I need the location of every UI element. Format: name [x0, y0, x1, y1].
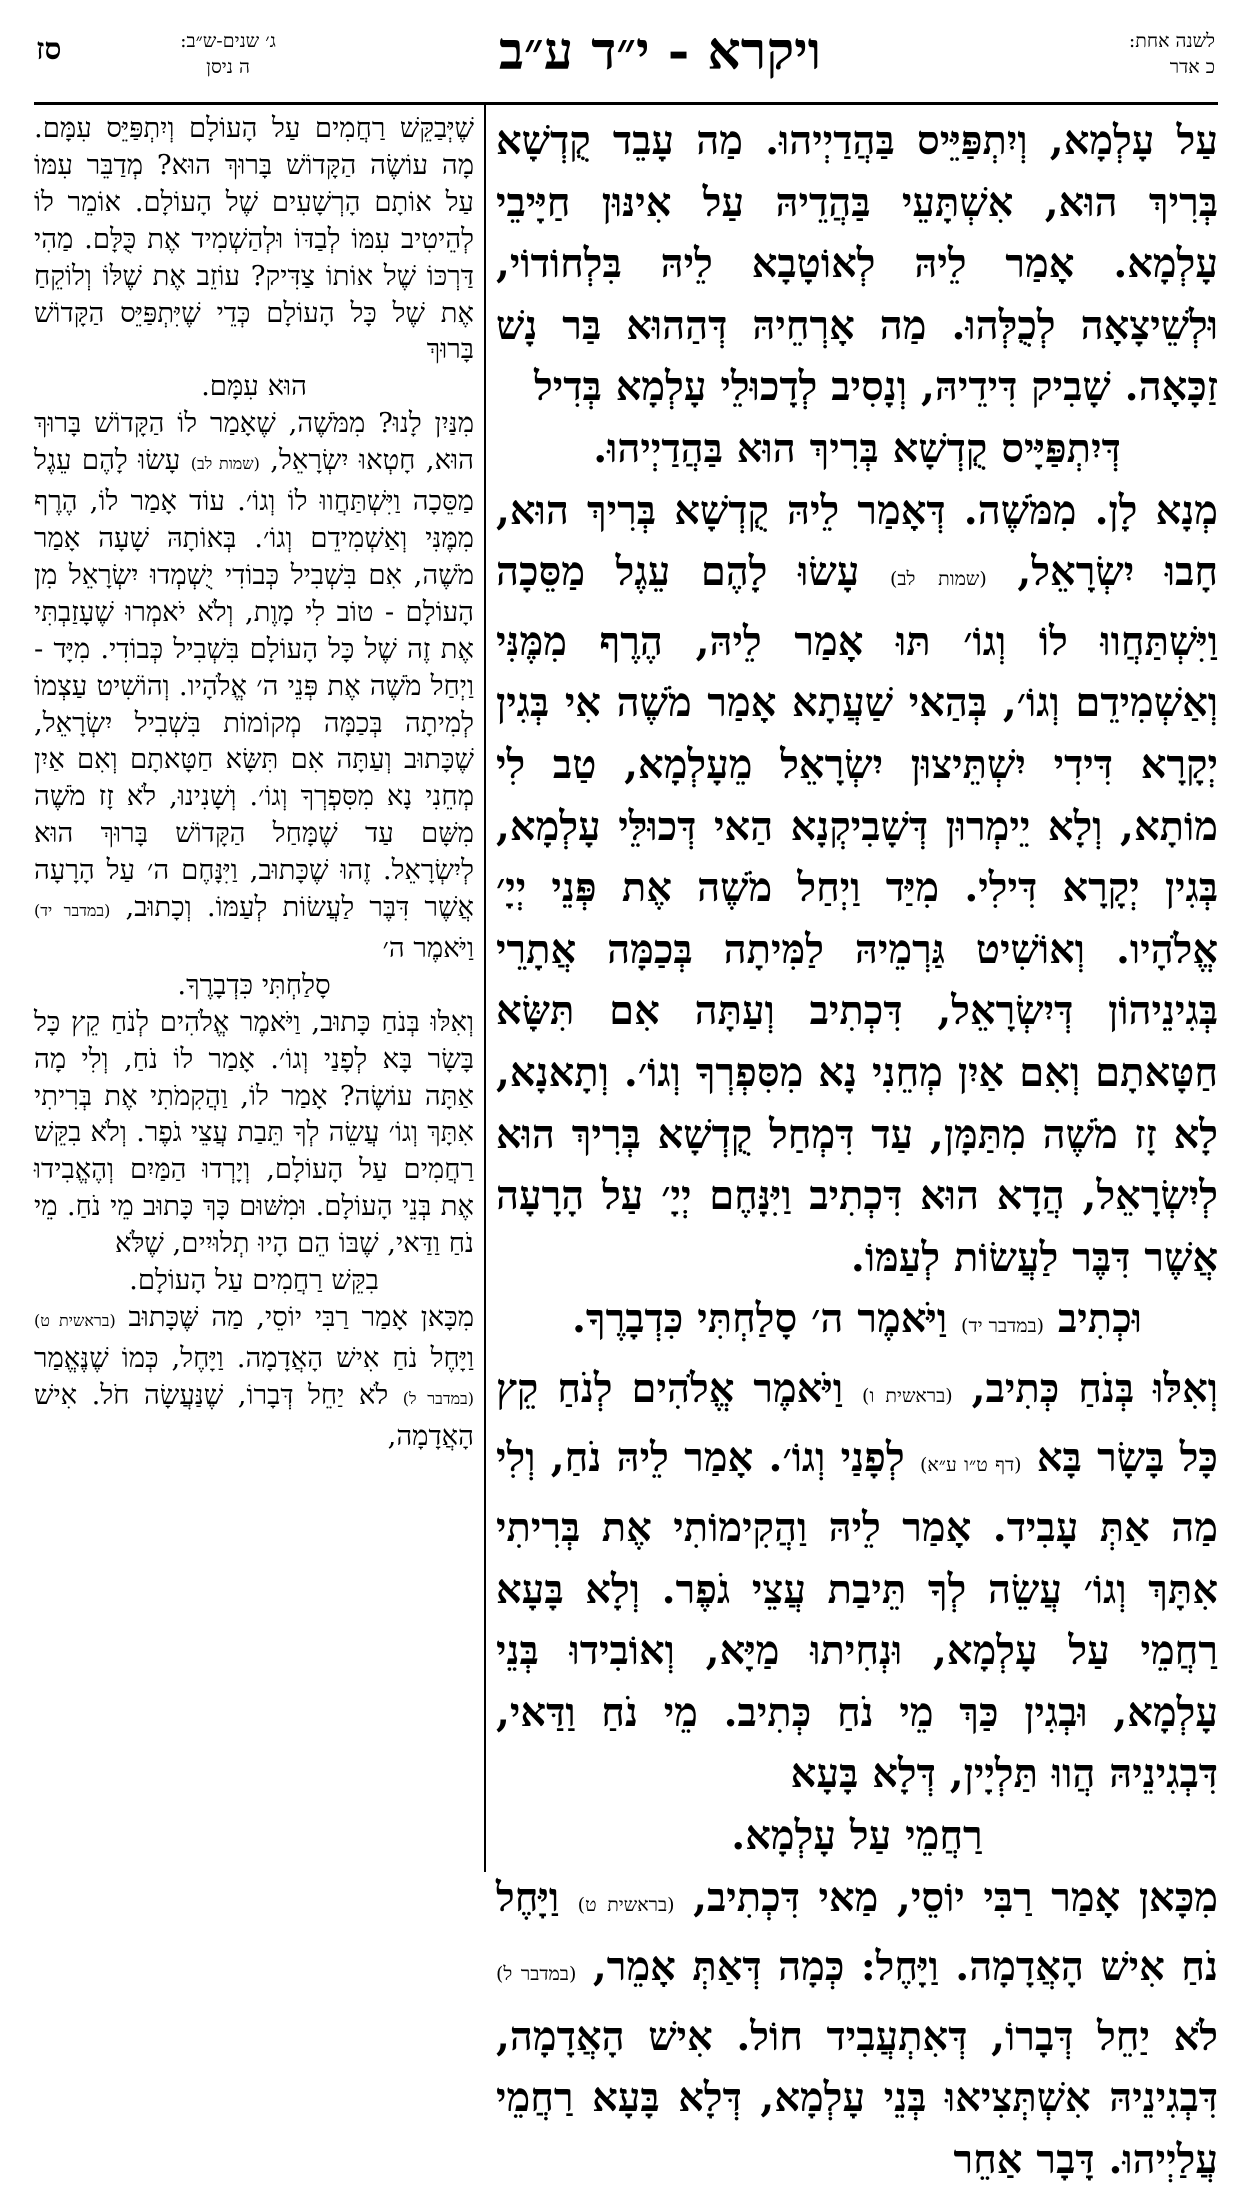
main-p5-text-b: וַיָּחֶל נֹחַ אִישׁ הָאֲדָמָה. וַיָּחֶל: כְּמָה דְּאַתְּ אָמֵר, — [496, 1873, 1218, 1991]
header-left-date — [118, 28, 338, 80]
commentary-c2-text-c: וַיֹּאמֶר ה׳ — [382, 931, 474, 964]
commentary-paragraph-2-end: סָלַחְתִּי כִּדְבָרֶךָ. — [177, 968, 331, 1001]
page-title: ויקרא - י״ד ע״ב — [498, 21, 822, 82]
commentary-c2-ref-1: (שמות לב) — [190, 454, 260, 474]
main-p2-ref-1: (שמות לב) — [889, 568, 987, 591]
commentary-c4-text-a: מִכָּאן אָמַר רַבִּי יוֹסֵי, מַה שֶּׁכָּתוּב — [128, 1301, 474, 1333]
main-p4-text-b: וַיֹּאמֶר אֱלֹהִים לְנֹחַ קֵץ כָּל בָּשָׂר בָּא — [496, 1364, 1218, 1482]
header-left-line2: ה ניסן — [206, 56, 250, 78]
main-p3-ref: (במדבר יד) — [961, 1315, 1045, 1338]
commentary-paragraph-1 — [34, 110, 474, 368]
commentary-c4-ref-2: (במדבר ל) — [402, 1388, 475, 1408]
main-paragraph-1 — [496, 110, 1218, 418]
header-left-line1: ג׳ שנים-ש״ב: — [180, 30, 276, 52]
main-p4-text-a: וְאִלּוּ בְּנֹחַ כְּתִיב, — [971, 1364, 1219, 1412]
header-right-line2: כ אדר — [1169, 56, 1215, 78]
commentary-c3-text: וְאִלּוּ בְּנֹחַ כָּתוּב, וַיֹּאמֶר אֱלֹהִים לְנֹחַ קֵץ כָּל בָּשָׂר בָּא לְפָנַי וְגוֹ׳. אָמַר לוֹ נֹחַ, וְלִי מָה אַתָּה עוֹשֶׂה? אָמַר לוֹ, וַהֲקִמֹתִי אֶת בְּרִיתִי אִתָּךְ וְגוֹ׳ עֲשֵׂה לְךָ תֵּבַת עֲצֵי גֹפֶר. וְלֹא בִקֵּשׁ רַחֲמִים עַל הָעוֹלָם, וְיָרְדוּ הַמַּיִם וְהֶאֱבִידוּ אֶת בְּנֵי הָעוֹלָם. וּמִשּׁוּם כָּךְ כָּתוּב מֵי נֹחַ. מֵי נֹחַ וַדַּאי, שֶׁבּוֹ הֵם הָיוּ תְלוּיִים, שֶׁלֹּא — [34, 1005, 474, 1260]
main-p4-ref-2: (דף ט״ו ע״א) — [919, 1454, 1022, 1477]
main-paragraph-3 — [496, 1288, 1218, 1358]
main-paragraph-5 — [496, 1867, 1218, 2191]
commentary-column — [34, 110, 474, 1870]
commentary-c4-text-c: לֹא יַחֵל דְּבָרוֹ, שֶׁנַּעֲשָׂה חֹל. אִישׁ הָאֲדָמָה, — [34, 1378, 474, 1452]
main-p5-ref-1: (בראשית ט) — [577, 1893, 675, 1916]
commentary-paragraph-4 — [34, 1299, 474, 1455]
main-paragraph-4-end: רַחֲמֵי עַל עָלְמָא. — [731, 1812, 983, 1860]
commentary-paragraph-3-end: בִקֵּשׁ רַחֲמִים עַל הָעוֹלָם. — [129, 1264, 379, 1297]
main-p5-text-a: מִכָּאן אָמַר רַבִּי יוֹסֵי, מַאי דִּכְתִיב, — [693, 1873, 1218, 1921]
main-paragraph-4 — [496, 1358, 1218, 1805]
commentary-c2-text-a: מִנַּיִן לָנוּ? מִמֹּשֶׁה, שֶׁאָמַר לוֹ הַקָּדוֹשׁ בָּרוּךְ הוּא, חָטְאוּ יִשְׂרָאֵל, — [34, 407, 474, 477]
main-text-column — [496, 110, 1219, 2183]
commentary-c2-text-b: עָשׂוּ לָהֶם עֵגֶל מַסֵּכָה וַיִּשְׁתַּחֲווּ לוֹ וְגוֹ׳. עוֹד אָמַר לוֹ, הֶרֶף מִמֶּנִּי וְאַשְׁמִידֵם וְגוֹ׳. בְּאוֹתָהּ שָׁעָה אָמַר מֹשֶׁה, אִם בִּשְׁבִיל כְּבוֹדִי יֻשְׁמְדוּ יִשְׂרָאֵל מִן הָעוֹלָם - טוֹב לִי מָוֶת, וְלֹא יֹאמְרוּ שֶׁעָזַבְתִּי אֶת זֶה שֶׁל כָּל הָעוֹלָם בִּשְׁבִיל כְּבוֹדִי. מִיָּד - וַיְחַל מֹשֶׁה אֶת פְּנֵי ה׳ אֱלֹהָיו. וְהוֹשִׁיט עַצְמוֹ לְמִיתָה בְּכַמָּה מְקוֹמוֹת בִּשְׁבִיל יִשְׂרָאֵל, שֶׁכָּתוּב וְעַתָּה אִם תִּשָּׂא חַטָּאתָם וְאִם אַיִן מְחֵנִי נָא מִסִּפְרְךָ וְגוֹ׳. וְשָׁנִינוּ, לֹא זָז מֹשֶׁה מִשָּׁם עַד שֶׁמָּחַל הַקָּדוֹשׁ בָּרוּךְ הוּא לְיִשְׂרָאֵל. זֶהוּ שֶׁכָּתוּב, וַיִּנָּחֶם ה׳ עַל הָרָעָה אֲשֶׁר דִּבֶּר לַעֲשׂוֹת לְעַמּוֹ. וְכָתוּב, — [34, 444, 474, 924]
main-paragraph-2 — [496, 480, 1218, 1289]
column-divider — [484, 102, 486, 1872]
main-p2-text-a: מְנָא לָן. מִמֹּשֶׁה. דְּאָמַר לֵיהּ קֻדְשָׁא בְּרִיךְ הוּא, חָבוּ יִשְׂרָאֵל, — [496, 486, 1218, 596]
commentary-c4-ref-1: (בראשית ט) — [34, 1311, 116, 1330]
commentary-paragraph-3 — [34, 1004, 474, 1262]
header-right-line1: לשנה אחת: — [1128, 30, 1215, 52]
header-right-date — [995, 28, 1215, 80]
main-p4-ref-1: (בראשית ו) — [862, 1384, 953, 1407]
main-p5-text-c: לֹא יַחֵל דְּבָרוֹ, דְּאִתְעֲבִיד חוֹל. אִישׁ הָאֲדָמָה, דִּבְגִינֵיהּ אִשְׁתְּצִיאוּ בְּנֵי עָלְמָא, דְּלָא בָּעָא רַחֲמֵי עֲלַיְיהוּ. דָּבָר אַחֵר — [496, 2012, 1218, 2183]
commentary-paragraph-1-end: הוּא עִמָּם. — [201, 370, 307, 403]
page-number: סז — [36, 32, 62, 67]
main-p4-text-c: לְפָנַי וְגוֹ׳. אָמַר לֵיהּ נֹחַ, וְלִי מַה אַתְּ עָבִיד. אָמַר לֵיהּ וַהֲקִימוֹתִי אֶת בְּרִיתִי אִתָּךְ וְגוֹ׳ עֲשֵׂה לְךָ תֵּיבַת עֲצֵי גֹפֶר. וְלָא בָּעָא רַחֲמֵי עַל עָלְמָא, וּנְחִיתוּ מַיָּא, וְאוֹבִידוּ בְּנֵי עָלְמָא, וּבְגִין כַּךְ מֵי נֹחַ כְּתִיב. מֵי נֹחַ וַדַּאי, דִּבְגִינֵיהּ הֲווּ תַּלְיָין, דְּלָא בָּעָא — [496, 1434, 1218, 1798]
main-p3-text-b: וַיֹּאמֶר ה׳ סָלַחְתִּי כִּדְבָרֶךָ. — [572, 1295, 948, 1343]
commentary-paragraph-2 — [34, 405, 474, 967]
commentary-c4-text-b: וַיָּחֶל נֹחַ אִישׁ הָאֲדָמָה. וַיָּחֶל, כְּמוֹ שֶׁנֶּאֱמַר — [34, 1341, 474, 1374]
main-p1-text: עַל עָלְמָא, וְיִתְפַּיֵּיס בַּהֲדַיְיהוּ. מַה עָבֵד קֻדְשָׁא בְּרִיךְ הוּא, אִשְׁתָּעֵי בַּהֲדֵיהּ עַל אִינּוּן חַיָּיבֵי עָלְמָא. אָמַר לֵיהּ לְאוֹטָבָא לֵיהּ בִּלְחוֹדוֹי, וּלְשֵׁיצָאָה לְכֻלְּהוּ. מַה אָרְחֵיהּ דְּהַהוּא בַּר נָשׁ זַכָּאָה. שָׁבִיק דִּידֵיהּ, וְנָסִיב לְדָכוּלֵי עָלְמָא בְּדִיל — [496, 117, 1218, 411]
header-divider — [34, 102, 1218, 105]
main-p2-text-b: עָשׂוּ לָהֶם עֵגֶל מַסֵּכָה וַיִּשְׁתַּחֲווּ לוֹ וְגוֹ׳ תּוּ אָמַר לֵיהּ, הֶרֶף מִמֶּנִּי וְאַשְׁמִידֵם וְגוֹ׳, בְּהַאי שַׁעֲתָא אָמַר מֹשֶׁה אִי בְּגִין יְקָרָא דִּידִי יִשְׁתֵּיצוּן יִשְׂרָאֵל מֵעָלְמָא, טַב לִי מוֹתָא, וְלָא יֵימְרוּן דְּשָׁבִיקְנָא הַאי דְּכוּלֵּי עָלְמָא, בְּגִין יְקָרָא דִּילִי. מִיַּד וַיְחַל מֹשֶׁה אֶת פְּנֵי יְיָ׳ אֱלֹהָיו. וְאוֹשִׁיט גַּרְמֵיהּ לַמִּיתָה בְּכַמָּה אֲתָרֵי בְּגִינֵיהוֹן דְּיִשְׂרָאֵל, דִּכְתִיב וְעַתָּה אִם תִּשָּׂא חַטָּאתָם וְאִם אַיִן מְחֵנִי נָא מִסִּפְרְךָ וְגוֹ׳. וְתָאנָא, לָא זָז מֹשֶׁה מִתַּמָּן, עַד דִּמְחַל קֻדְשָׁא בְּרִיךְ הוּא לְיִשְׂרָאֵל, הֲדָא הוּא דִּכְתִיב וַיִּנָּחֶם יְיָ׳ עַל הָרָעָה אֲשֶׁר דִּבֶּר לַעֲשׂוֹת לְעַמּוֹ. — [496, 548, 1218, 1281]
main-paragraph-1-end: דְּיִתְפַּיָּיס קֻדְשָׁא בְּרִיךְ הוּא בַּהֲדַיְיהוּ. — [593, 424, 1121, 472]
main-p3-text-a: וּכְתִיב — [1058, 1295, 1142, 1343]
main-p5-ref-2: (במדבר ל) — [496, 1963, 577, 1986]
commentary-c1-text: שֶׁיְּבַקֵּשׁ רַחֲמִים עַל הָעוֹלָם וְיִתְפַּיֵּס עִמָּם. מָה עוֹשֶׂה הַקָּדוֹשׁ בָּרוּךְ הוּא? מְדַבֵּר עִמּוֹ עַל אוֹתָם הָרְשָׁעִים שֶׁל הָעוֹלָם. אוֹמֵר לוֹ לְהֵיטִיב עִמּוֹ לְבַדּוֹ וּלְהַשְׁמִיד אֶת כֻּלָּם. מַהִי דַּרְכּוֹ שֶׁל אוֹתוֹ צַדִּיק? עוֹזֵב אֶת שֶׁלּוֹ וְלוֹקֵחַ אֶת שֶׁל כָּל הָעוֹלָם כְּדֵי שֶׁיִּתְפַּיֵּס הַקָּדוֹשׁ בָּרוּךְ — [34, 112, 474, 366]
commentary-c2-ref-2: (במדבר יד) — [34, 901, 111, 921]
